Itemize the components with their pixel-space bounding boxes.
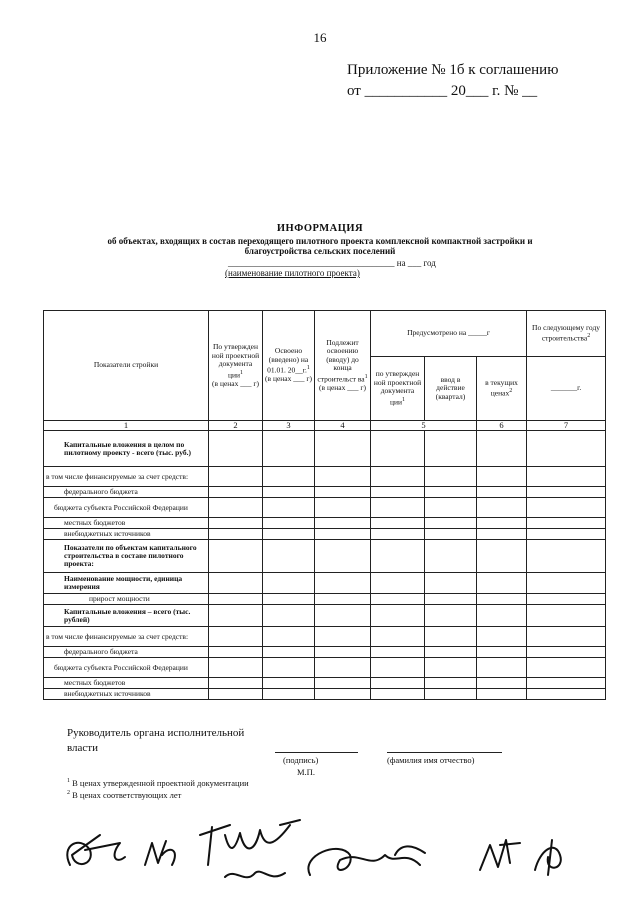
signature-line [275,752,358,753]
handwritten-signatures [0,795,640,905]
signature-mark [200,820,300,865]
header-sub-approved-doc: по утвержден ной проектной документа ции$^1$ [371,357,425,421]
signature-caption: (подпись) [283,755,319,765]
full-name-caption: (фамилия имя отчество) [387,755,475,765]
appendix-date-line: от ___________ 20___ г. № __ [347,83,538,99]
project-name-caption: (наименование пилотного проекта) [225,268,360,278]
header-sub-current-prices: в текущих ценах$^2$ [477,357,527,421]
signature-mark [535,840,561,875]
header-next-year: По следующему году строительства$^2$ [527,311,606,357]
signatory-title: Руководитель органа исполнительной [67,727,245,739]
col-number: 7 [527,421,606,431]
col-number: 2 [209,421,263,431]
header-indicators: Показатели стройки [44,311,209,421]
row-label: местных бюджетов [44,678,209,689]
row-label: Показатели по объектам капитального строительства в составе пилотного проекта: [44,540,209,573]
appendix-title: Приложение № 1б к соглашению [347,62,559,78]
col-number: 4 [315,421,371,431]
signature-mark [308,846,425,875]
document-title: ИНФОРМАЦИЯ [276,223,364,234]
header-planned-group: Предусмотрено на _____г [371,311,527,357]
header-next-year-sub: _______г. [527,357,606,421]
signatory-title-cont: власти [67,742,98,754]
row-label: в том числе финансируемые за счет средств: [44,627,209,647]
name-line [387,752,502,753]
row-label: внебюджетных источников [44,529,209,540]
row-label: Капитальные вложения – всего (тыс. рублей) [44,605,209,627]
row-label: Наименование мощности, единица измерения [44,573,209,594]
stamp-place: М.П. [297,767,315,777]
signature-mark [480,840,520,870]
row-label: прирост мощности [44,594,209,605]
row-label: внебюджетных источников [44,689,209,700]
header-sub-commissioning: ввод в действие (квартал) [425,357,477,421]
col-number: 5 [371,421,477,431]
row-label: федерального бюджета [44,647,209,658]
footnote-1: $^1$ В ценах утвержденной проектной документации [67,778,249,788]
row-label: бюджета субъекта Российской Федерации [44,498,209,518]
col-number: 6 [477,421,527,431]
info-table [43,310,606,700]
row-label: федерального бюджета [44,487,209,498]
row-label: в том числе финансируемые за счет средств: [44,467,209,487]
row-label: местных бюджетов [44,518,209,529]
header-approved-doc: По утвержден ной проектной документа ции$^1$ (в ценах ___ г) [209,311,263,421]
document-subtitle: об объектах, входящих в состав переходящего пилотного проекта комплексной компактной застройки и благоустройства сельских поселений [107,236,533,256]
signature-mark [225,872,285,878]
col-number: 3 [263,421,315,431]
signature-mark [145,841,175,865]
row-label: Капитальные вложения в целом по пилотному проекту - всего (тыс. руб.) [44,431,209,467]
row-label: бюджета субъекта Российской Федерации [44,658,209,678]
footnote-2: $^2$ В ценах соответствующих лет [67,790,182,800]
col-number: 1 [44,421,209,431]
project-year-line: _____________________________________ на ___ год [228,258,436,268]
signature-mark [67,835,125,865]
header-mastered: Освоено (введено) на 01.01. 20__г.$^1$ (в ценах ___ г) [263,311,315,421]
header-to-master: Подлежит освоению (вводу) до конца строительст $ва^1$ (в ценах ___ г) [315,311,371,421]
page-number: 16 [313,30,327,45]
